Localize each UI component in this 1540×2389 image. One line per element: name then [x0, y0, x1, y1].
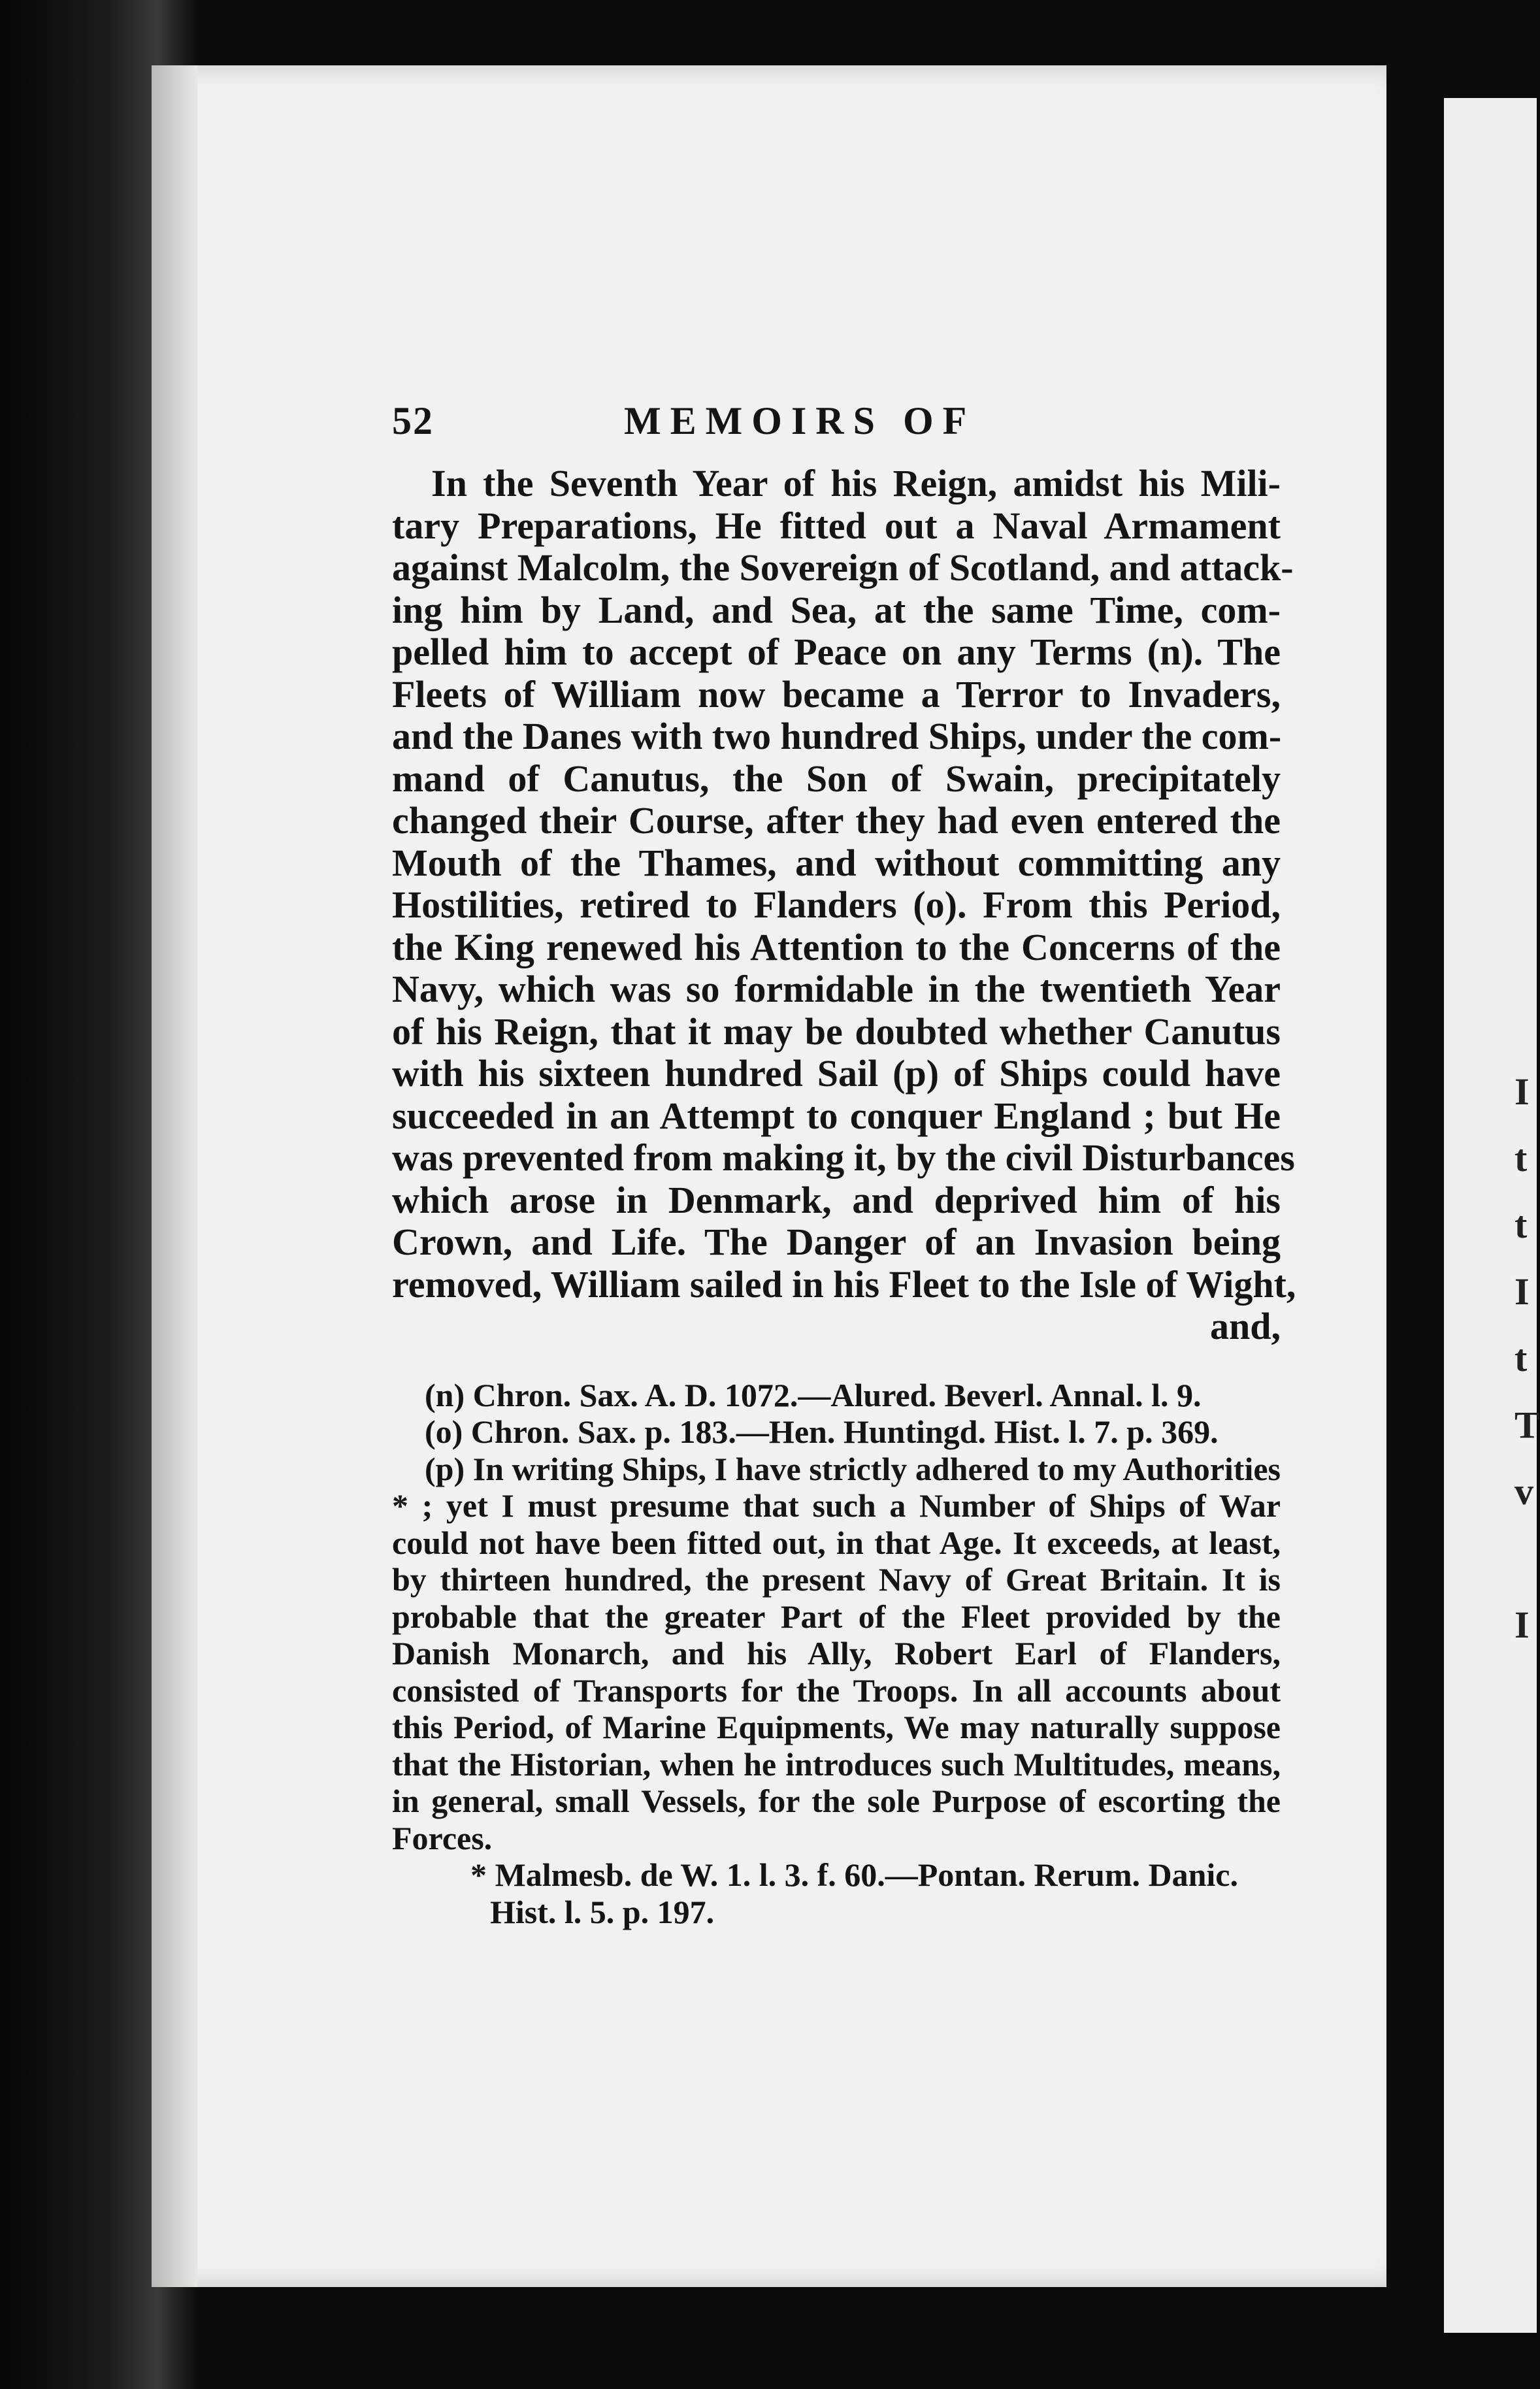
facing-page-text-fragments — [1515, 1059, 1540, 1658]
body-line: and the Danes with two hundred Ships, under the com- — [392, 715, 1282, 757]
footnotes — [392, 1377, 1281, 1931]
body-line: Mouth of the Thames, and without committing any — [392, 841, 1281, 884]
footnote-p: (p) In writing Ships, I have strictly adhered to my Authorities * ; yet I must presume that such a Number of Ships of War could not have been fitted out, in that Age. It exceeds, at least, by thirteen hundred, the present Navy of Great Britain. It is probable that the greater Part of the Fleet provided by the Danish Monarch, and his Ally, Robert Earl of Flanders, consisted of Transports for the Troops. In all accounts about this Period, of Marine Equipments, We may naturally suppose that the Historian, when he introduces such Multitudes, means, in general, small Vessels, for the sole Purpose of escorting the Forces. — [392, 1450, 1281, 1856]
facing-page-glyph: t — [1515, 1337, 1528, 1379]
footnote-n: (n) Chron. Sax. A. D. 1072.—Alured. Beverl. Annal. l. 9. — [425, 1376, 1202, 1413]
page-inner-edge — [152, 65, 197, 2287]
facing-page-glyph: I — [1515, 1604, 1530, 1646]
body-line: which arose in Denmark, and deprived him of his — [392, 1178, 1281, 1221]
text-block — [392, 399, 1296, 1930]
catchword: and, — [1209, 1305, 1281, 1347]
facing-page-glyph: t — [1515, 1137, 1528, 1179]
body-line: changed their Course, after they had even entered the — [392, 799, 1281, 842]
facing-page-glyph: I — [1515, 1070, 1530, 1113]
footnote-star: * Malmesb. de W. 1. l. 3. f. 60.—Pontan. Rerum. Danic. Hist. l. 5. p. 197. — [470, 1856, 1238, 1930]
body-text — [392, 462, 1296, 1348]
body-line: removed, William sailed in his Fleet to the Isle of Wight, — [392, 1262, 1296, 1306]
page-header — [392, 399, 1281, 459]
body-line: ing him by Land, and Sea, at the same Time, com- — [392, 588, 1281, 631]
body-line: was prevented from making it, by the civil Disturbances — [392, 1136, 1295, 1179]
body-line: against Malcolm, the Sovereign of Scotland, and attack- — [392, 546, 1294, 589]
body-line: Hostilities, retired to Flanders (o). From this Period, — [392, 883, 1281, 926]
body-line: the King renewed his Attention to the Concerns of the — [392, 925, 1281, 968]
body-line: of his Reign, that it may be doubted whether Canutus — [392, 1010, 1281, 1053]
facing-page-glyph: t — [1515, 1204, 1528, 1246]
body-line: In the Seventh Year of his Reign, amidst his Mili- — [431, 462, 1281, 504]
body-line: with his sixteen hundred Sail (p) of Ships could have — [392, 1052, 1281, 1095]
facing-page-glyph: I — [1515, 1270, 1530, 1313]
body-line: succeeded in an Attempt to conquer England ; but He — [392, 1094, 1281, 1137]
body-line: tary Preparations, He fitted out a Naval Armament — [392, 504, 1281, 547]
body-line: Navy, which was so formidable in the twentieth Year — [392, 968, 1281, 1010]
facing-page-glyph — [1515, 1525, 1537, 1592]
body-line: Crown, and Life. The Danger of an Invasion being — [392, 1221, 1281, 1263]
body-line: mand of Canutus, the Son of Swain, precipitately — [392, 757, 1281, 800]
facing-page-glyph: T — [1515, 1404, 1540, 1446]
body-line: Fleets of William now became a Terror to Invaders, — [392, 672, 1281, 716]
page-number: 52 — [392, 399, 434, 442]
footnote-o: (o) Chron. Sax. p. 183.—Hen. Huntingd. Hist. l. 7. p. 369. — [425, 1413, 1219, 1450]
body-line: pelled him to accept of Peace on any Terms (n). The — [392, 631, 1281, 673]
facing-page-glyph: v — [1515, 1470, 1533, 1513]
running-head: MEMOIRS OF — [624, 399, 976, 442]
